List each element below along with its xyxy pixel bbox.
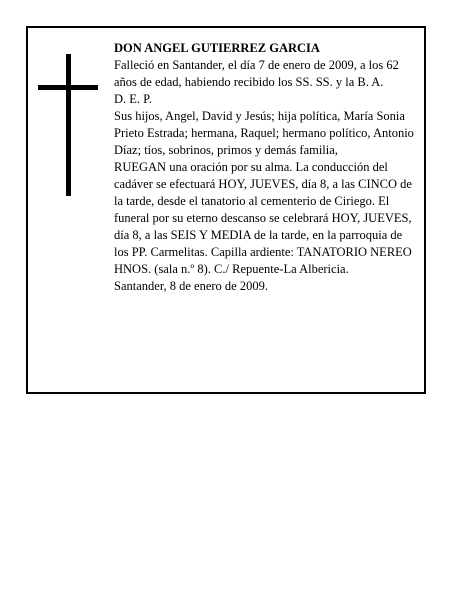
cross-vertical-bar xyxy=(66,54,71,196)
rip-line: D. E. P. xyxy=(114,92,152,106)
funeral-details: RUEGAN una oración por su alma. La conducción del cadáver se efectuará HOY, JUEVES, día 8, a las CINCO de la tarde, desde el tanatorio al cementerio de Ciriego. El funeral por su eterno descanso se celebrará HOY, JUEVES, día 8, a las SEIS Y MEDIA de la tarde, en la parroquia de los PP. Carmelitas. Capilla ardiente: TANATORIO NEREO HNOS. (sala n.º 8). C./ Repuente-La Albericia. xyxy=(114,160,412,276)
family-list: Sus hijos, Angel, David y Jesús; hija política, María Sonia Prieto Estrada; hermana, Raquel; hermano político, Antonio Díaz; tíos, sobrinos, primos y demás familia, xyxy=(114,109,414,157)
obituary-text xyxy=(114,40,418,295)
obituary-card xyxy=(26,26,426,394)
cross-horizontal-bar xyxy=(38,85,98,90)
death-notice: Falleció en Santander, el día 7 de enero de 2009, a los 62 años de edad, habiendo recibido los SS. SS. y la B. A. xyxy=(114,58,399,89)
place-date: Santander, 8 de enero de 2009. xyxy=(114,279,268,293)
deceased-name: DON ANGEL GUTIERREZ GARCIA xyxy=(114,41,320,55)
